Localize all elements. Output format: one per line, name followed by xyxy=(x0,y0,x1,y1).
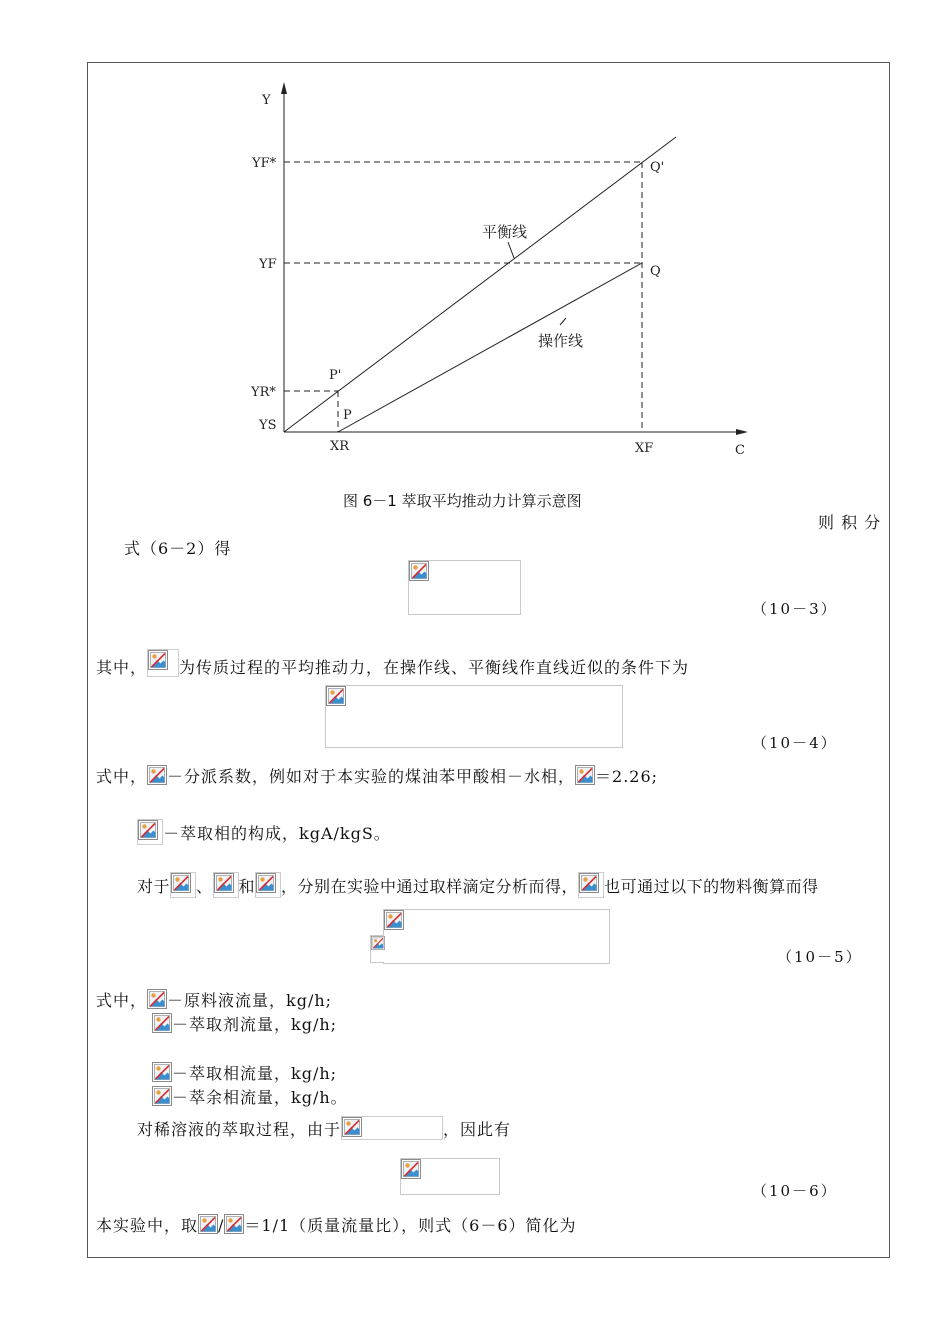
separator-he: 和 xyxy=(238,877,256,896)
broken-image-icon xyxy=(198,1214,218,1234)
flow-f4: －萃余相流量，kg/h。 xyxy=(172,1088,348,1107)
shizhong1-prefix: 式中， xyxy=(96,767,148,786)
x-axis-arrow xyxy=(736,429,748,435)
label-xr: XR xyxy=(330,439,350,454)
equilibrium-line-label: 平衡线 xyxy=(482,223,528,241)
shizhong2-prefix: 式中， xyxy=(96,991,148,1010)
point-p: P xyxy=(343,408,352,423)
ben-suffix: ＝1/1（质量流量比），则式（6－6）简化为 xyxy=(244,1216,577,1235)
axis-x-label: C xyxy=(735,443,745,458)
duiyu-middle: ，分别在实验中通过取样滴定分析而得， xyxy=(281,877,579,896)
shizhong1-suffix: ＝2.26; xyxy=(595,767,659,786)
pointer-operating xyxy=(560,318,566,325)
equation-number-10-3: （10－3） xyxy=(752,600,838,618)
point-q-prime: Q' xyxy=(650,160,665,175)
broken-image-icon xyxy=(371,936,385,950)
broken-image-icon xyxy=(384,910,404,930)
kgs-text: －萃取相的构成，kgA/kgS。 xyxy=(163,824,391,843)
formula-image-10-5-part xyxy=(370,935,384,963)
point-p-prime: P' xyxy=(329,368,342,383)
formula-image-10-4 xyxy=(325,685,623,748)
broken-image-icon xyxy=(152,1013,172,1033)
figure-caption: 图 6－1 萃取平均推动力计算示意图 xyxy=(343,492,582,510)
label-ys: YS xyxy=(259,418,277,433)
xishi-suffix: ，因此有 xyxy=(443,1120,512,1139)
formula-image-10-3 xyxy=(408,560,521,615)
broken-image-icon xyxy=(213,872,239,898)
pointer-equilibrium xyxy=(508,242,514,258)
text-shizhong-1 xyxy=(96,765,658,787)
flow-f3: －萃取相流量，kg/h; xyxy=(172,1064,338,1083)
broken-image-icon xyxy=(341,1116,443,1140)
ben-prefix: 本实验中，取 xyxy=(96,1216,199,1235)
point-q: Q xyxy=(650,264,661,279)
label-yf-star: YF* xyxy=(252,156,277,171)
text-qizhong xyxy=(96,649,689,678)
broken-image-icon xyxy=(401,1159,421,1179)
qizhong-suffix: 为传质过程的平均推动力，在操作线、平衡线作直线近似的条件下为 xyxy=(179,658,690,677)
broken-image-icon xyxy=(575,765,595,785)
equation-number-10-5: （10－5） xyxy=(777,948,863,966)
broken-image-icon xyxy=(147,649,179,677)
equilibrium-line xyxy=(284,137,676,432)
broken-image-icon xyxy=(170,872,196,898)
separator-1: 、 xyxy=(196,877,213,896)
y-axis-arrow xyxy=(281,82,287,94)
text-flow-2 xyxy=(152,1013,337,1035)
shizhong1-middle: －分派系数，例如对于本实验的煤油苯甲酸相－水相， xyxy=(167,767,576,786)
broken-image-icon xyxy=(152,1086,172,1106)
text-flow-3 xyxy=(152,1062,337,1084)
operating-line xyxy=(338,263,642,432)
formula-image-10-5 xyxy=(383,909,610,964)
qizhong-prefix: 其中， xyxy=(96,658,148,677)
extraction-driving-force-diagram xyxy=(240,80,780,470)
flow-f2: －萃取剂流量，kg/h; xyxy=(172,1015,338,1034)
broken-image-icon xyxy=(152,1062,172,1082)
label-yf: YF xyxy=(259,257,277,272)
label-yr-star: YR* xyxy=(251,385,276,400)
text-jifen: 则 积 分 xyxy=(818,513,882,532)
duiyu-prefix: 对于 xyxy=(137,877,171,896)
text-ben xyxy=(96,1214,577,1236)
text-shi62: 式（6－2）得 xyxy=(124,539,232,558)
broken-image-icon xyxy=(147,989,167,1009)
broken-image-icon xyxy=(255,872,281,898)
operating-line-label: 操作线 xyxy=(538,332,584,350)
label-xf: XF xyxy=(635,441,654,456)
equation-number-10-4: （10－4） xyxy=(752,734,838,752)
axis-y-label: Y xyxy=(262,93,271,108)
text-kgs xyxy=(137,819,391,845)
equation-number-10-6: （10－6） xyxy=(752,1182,838,1200)
broken-image-icon xyxy=(326,686,346,706)
ben-slash: / xyxy=(218,1216,225,1235)
formula-image-10-6 xyxy=(400,1158,500,1195)
broken-image-icon xyxy=(578,872,604,898)
broken-image-icon xyxy=(224,1214,244,1234)
broken-image-icon xyxy=(137,819,163,845)
broken-image-icon xyxy=(409,561,429,581)
flow-f1: －原料液流量，kg/h; xyxy=(167,991,333,1010)
text-xishi xyxy=(137,1116,511,1140)
text-duiyu xyxy=(137,872,819,898)
duiyu-suffix: 也可通过以下的物料衡算而得 xyxy=(604,877,819,896)
text-flow-4 xyxy=(152,1086,348,1108)
xishi-prefix: 对稀溶液的萃取过程，由于 xyxy=(137,1120,342,1139)
text-shizhong-2 xyxy=(96,989,332,1011)
broken-image-icon xyxy=(147,765,167,785)
